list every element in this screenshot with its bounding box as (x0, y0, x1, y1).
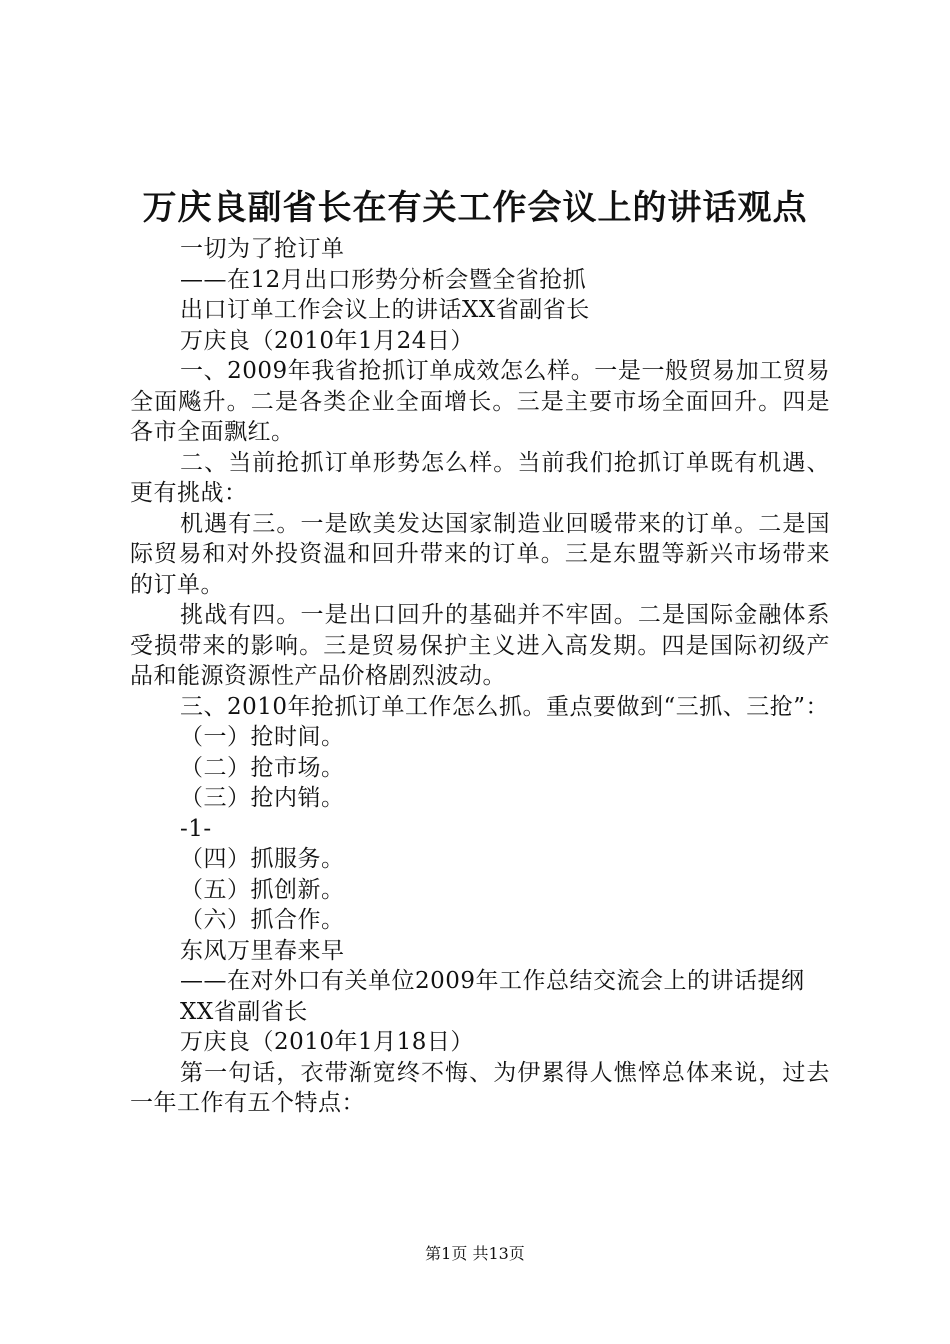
paragraph: 二、当前抢抓订单形势怎么样。当前我们抢抓订单既有机遇、更有挑战： (130, 449, 830, 506)
document-title: 万庆良副省长在有关工作会议上的讲话观点 (142, 188, 808, 228)
paragraph: 出口订单工作会议上的讲话XX省副省长 (180, 297, 590, 323)
paragraph: ——在12月出口形势分析会暨全省抢抓 (180, 266, 587, 293)
paragraph: 万庆良（2010年1月24日） (180, 327, 474, 354)
paragraph: （三）抢内销。 (180, 785, 345, 811)
paragraph: 第一句话，衣带渐宽终不悔、为伊累得人憔悴总体来说，过去一年工作有五个特点： (130, 1059, 830, 1116)
paragraph: 万庆良（2010年1月18日） (180, 1029, 474, 1055)
paragraph: 一切为了抢订单 (180, 236, 345, 262)
page-footer: 第1页 共13页 (425, 1244, 525, 1263)
paragraph: （一）抢时间。 (180, 724, 345, 750)
paragraph: 挑战有四。一是出口回升的基础并不牢固。二是国际金融体系受损带来的影响。三是贸易保护主义进入高发期。四是国际初级产品和能源资源性产品价格剧烈波动。 (130, 602, 830, 689)
paragraph: （五）抓创新。 (180, 876, 345, 903)
paragraph: （二）抢市场。 (180, 754, 345, 781)
paragraph: 一、2009年我省抢抓订单成效怎么样。一是一般贸易加工贸易全面飚升。二是各类企业全面增长。三是主要市场全面回升。四是各市全面飘红。 (130, 358, 830, 445)
paragraph: ——在对外口有关单位2009年工作总结交流会上的讲话提纲 (180, 968, 805, 994)
paragraph: 机遇有三。一是欧美发达国家制造业回暖带来的订单。二是国际贸易和对外投资温和回升带来的订单。三是东盟等新兴市场带来的订单。 (130, 510, 830, 598)
paragraph: （六）抓合作。 (180, 907, 345, 933)
paragraph: XX省副省长 (180, 998, 308, 1025)
paragraph: 东风万里春来早 (180, 937, 345, 964)
paragraph: 三、2010年抢抓订单工作怎么抓。重点要做到“三抓、三抢”： (180, 693, 830, 720)
document-body (130, 234, 830, 1119)
paragraph: （四）抓服务。 (180, 846, 345, 872)
inline-page-number: -1- (180, 815, 212, 842)
